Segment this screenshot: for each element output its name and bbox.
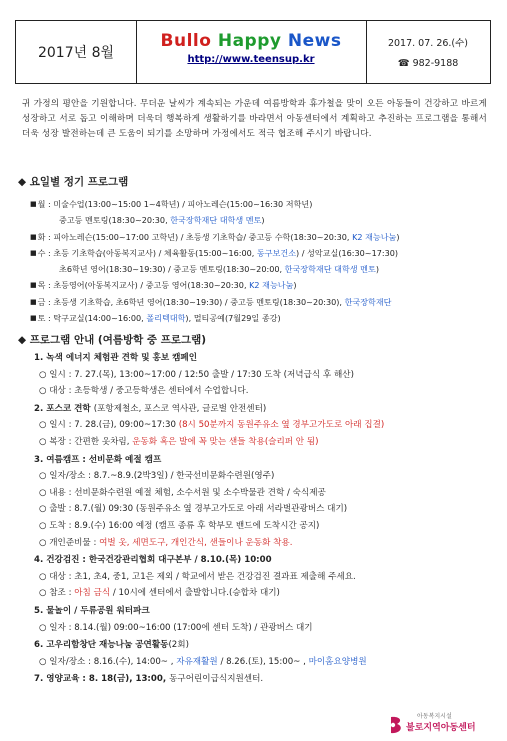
text-segment: 동구어린이급식지원센터. <box>169 674 264 685</box>
weekly-section-title: ◆ 요일별 정기 프로그램 <box>18 176 129 188</box>
text-segment: 목 : 초등영어(아동복지교사) / 중고등 영어(18:30~20:30, <box>37 280 250 291</box>
text-segment: 1. 녹색 에너지 체험관 견학 및 홍보 캠페인 <box>34 353 198 363</box>
text-segment: 마이홈요양병원 <box>308 656 367 667</box>
program-detail <box>34 501 494 518</box>
text-segment: ○ 일자/장소 : 8.7.~8.9.(2박3일) / 한국선비문화수련원(영주) <box>39 471 275 482</box>
center-logo <box>386 711 496 737</box>
phone-icon: ☎ <box>397 58 410 69</box>
weekly-row <box>30 245 500 261</box>
text-segment: ) <box>293 280 297 291</box>
text-segment: 한국장학재단 대학생 멘토 <box>170 215 262 226</box>
program-heading <box>34 350 494 367</box>
text-segment: (8시 50분까지 동원주유소 옆 경부고가도로 아래 집결) <box>178 420 385 431</box>
program-detail <box>34 620 494 637</box>
title-word: News <box>281 31 342 51</box>
masthead <box>136 21 367 83</box>
program-detail <box>34 383 494 400</box>
text-segment: 자유재활원 <box>176 656 218 667</box>
text-segment: 월 : 미술수업(13:00~15:00 1~4학년) / 피아노레슨(15:00~16:30 저학년) <box>37 199 313 209</box>
square-bullet-icon: ■ <box>30 314 37 323</box>
newsletter-header <box>15 20 491 84</box>
text-segment: 3. 여름캠프 : 선비문화 예절 캠프 <box>34 454 162 465</box>
square-bullet-icon: ■ <box>30 281 37 290</box>
weekly-row <box>30 294 500 310</box>
text-segment: 한국장학재단 <box>344 296 392 307</box>
text-segment: ○ 도착 : 8.9.(수) 16:00 예정 (캠프 종류 후 학부모 밴드에 도착시간 공지) <box>39 520 320 531</box>
text-segment: ○ 대상 : 초등학생 / 중고등학생은 센터에서 수업합니다. <box>39 386 249 397</box>
text-segment: ) <box>396 231 400 242</box>
program-detail <box>34 485 494 502</box>
text-segment: 아침 금식 <box>74 588 111 599</box>
text-segment: ○ 출발 : 8.7.(월) 09:30 (동원주유소 옆 경부고가도로 아래 서라벌관광버스 대기) <box>39 504 348 515</box>
text-segment: ○ 참조 : <box>39 588 75 599</box>
text-segment: ○ 대상 : 초1, 초4, 중1, 고1은 제외 / 학교에서 받은 건강검진 결과표 제출해 주세요. <box>39 571 356 582</box>
text-segment: 4. 건강검진 : 한국건강관리협회 대구본부 / 8.10.(목) 10:00 <box>34 555 272 566</box>
logo-subtitle: 아동복지시설 <box>417 713 452 720</box>
issue-info <box>366 21 490 83</box>
issue-date: 2017. 07. 26.(수) <box>387 38 469 49</box>
text-segment: ○ 일시 : 7. 27.(목), 13:00~17:00 / 12:50 출발 / 17:30 도착 (저녁급식 후 해산) <box>39 369 354 380</box>
program-heading <box>34 401 494 418</box>
text-segment: K2 재능나눔 <box>249 280 294 291</box>
text-segment: ○ 개인준비물 : <box>39 537 100 548</box>
text-segment: 2. 포스코 견학 <box>34 403 94 414</box>
weekly-row <box>30 212 500 228</box>
weekly-row <box>30 229 500 245</box>
issue-month: 2017년 8월 <box>16 21 137 83</box>
text-segment: 7. 영양교육 : 8. 18(금), 13:00, <box>34 674 170 685</box>
text-segment: ○ 내용 : 선비문화수련원 예절 체험, 소수서원 및 소수박물관 견학 / 숙식제공 <box>39 487 326 498</box>
program-detail <box>34 569 494 586</box>
program-list <box>34 350 494 688</box>
text-segment: ) <box>261 215 265 226</box>
weekly-program-list <box>30 196 500 326</box>
text-segment: K2 재능나눔 <box>352 231 397 242</box>
title-word: Happy <box>211 31 282 51</box>
program-detail <box>34 654 494 671</box>
text-segment: 운동화 혹은 발에 꼭 맞는 샌들 착용(슬리퍼 안 됨) <box>132 436 319 447</box>
program-section-title: ◆ 프로그램 안내 (여름방학 중 프로그램) <box>18 334 207 346</box>
program-detail <box>34 468 494 485</box>
weekly-row <box>30 196 500 212</box>
intro-paragraph: 귀 가정의 평안을 기원합니다. 무더운 날씨가 계속되는 가운데 여름방학과 휴가철을 맞이 오든 아동들이 건강하고 바르게 성장하고 서로 돕고 이해하며 더욱더 행복하게 생활하기를 바라면서 아동센터에서 계획하고 추진하는 프로그램을 통해서 더욱 성장 발전하는데 큰 도움이 되기를 소망하며 가정에서도 적극 협조해 주시기 바랍니다. <box>22 99 487 140</box>
text-segment: / 10시에 센터에서 출발합니다.(승합차 대기) <box>110 588 280 599</box>
text-segment: 한국장학재단 대학생 멘토 <box>284 264 376 275</box>
program-detail <box>34 585 494 602</box>
weekly-row <box>30 261 500 277</box>
text-segment: ○ 일시 : 7. 28.(금), 09:00~17:30 <box>39 420 179 431</box>
text-segment: 토 : 탁구교실(14:00~16:00, <box>37 313 147 324</box>
text-segment: 5. 물놀이 / 두류공원 워터파크 <box>34 605 150 616</box>
text-segment: ○ 일자 : 8.14.(월) 09:00~16:00 (17:00에 센터 도착) / 관광버스 대기 <box>39 622 313 633</box>
text-segment: ) <box>375 264 379 275</box>
text-segment: ○ 복장 : 간편한 옷차림, <box>39 436 133 447</box>
program-heading <box>34 603 494 620</box>
text-segment: 동구보건소 <box>256 247 297 258</box>
weekly-row <box>30 277 500 293</box>
text-segment: (2회) <box>168 640 189 651</box>
text-segment: 금 : 초등생 기초학습, 초6학년 영어(18:30~19:30) / 중고등 멘토링(18:30~20:30), <box>37 296 345 307</box>
text-segment: 폴리텍대학 <box>146 313 186 324</box>
program-heading <box>34 452 494 469</box>
program-detail <box>34 367 494 384</box>
square-bullet-icon: ■ <box>30 200 37 208</box>
text-segment: 중고등 멘토링(18:30~20:30, <box>59 215 171 226</box>
logo-mark-icon <box>388 715 406 735</box>
program-heading <box>34 552 494 569</box>
text-segment: / 8.26.(토), 15:00~ , <box>217 656 309 667</box>
text-segment: ), 멀티공예(7월29일 종강) <box>185 313 281 324</box>
square-bullet-icon: ■ <box>30 297 37 306</box>
square-bullet-icon: ■ <box>30 232 37 241</box>
text-segment: ) / 성악교실(16:30~17:30) <box>296 247 399 258</box>
logo-name: 불로지역아동센터 <box>406 723 476 733</box>
phone-line <box>366 58 490 69</box>
square-bullet-icon: ■ <box>30 248 37 257</box>
program-detail <box>34 434 494 451</box>
text-segment: 수 : 초등 기초학습(아동복지교사) / 체육활동(15:00~16:00, <box>37 247 257 258</box>
phone-number: 982-9188 <box>412 58 459 69</box>
program-detail <box>34 518 494 535</box>
text-segment: (포항제철소, 포스코 역사관, 글로벌 안전센터) <box>93 403 267 414</box>
program-detail <box>34 535 494 552</box>
program-heading <box>34 671 494 688</box>
text-segment: 화 : 피아노레슨(15:00~17:00 고학년) / 초등생 기초학습/ 중고등 수학(18:30~20:30, <box>37 231 353 242</box>
title-word: Bullo <box>160 31 212 51</box>
text-segment: 초6학년 영어(18:30~19:30) / 중고등 멘토링(18:30~20:00, <box>59 264 285 275</box>
newsletter-title <box>136 31 366 51</box>
text-segment: 여벌 옷, 세면도구, 개인간식, 샌들이나 운동화 착용. <box>99 537 293 548</box>
website-link[interactable]: http://www.teensup.kr <box>187 54 315 65</box>
text-segment: ○ 일자/장소 : 8.16.(수), 14:00~ , <box>39 656 177 667</box>
program-detail <box>34 417 494 434</box>
program-heading <box>34 637 494 654</box>
weekly-row <box>30 310 500 326</box>
text-segment: 6. 고우리함창단 재능나눔 공연활동 <box>34 640 169 651</box>
